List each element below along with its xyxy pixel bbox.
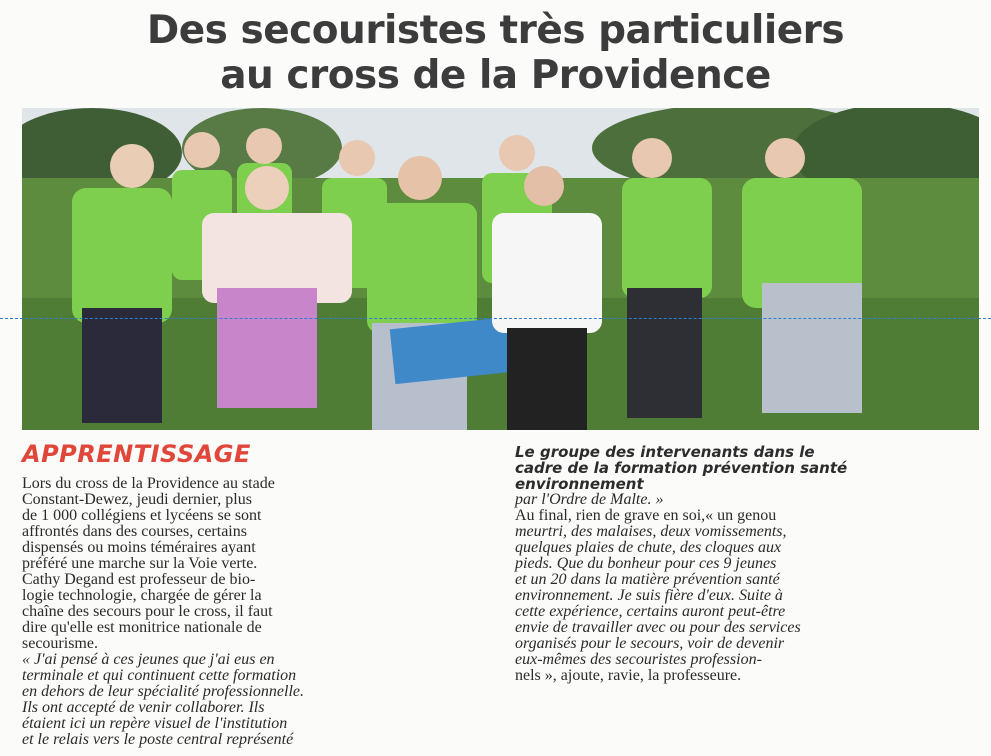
photo-caption-line: cadre de la formation prévention santé bbox=[515, 459, 848, 477]
right-line: eux-mêmes des secouristes profession- bbox=[515, 651, 762, 668]
left-line: logie technologie, chargée de gérer la bbox=[22, 587, 262, 604]
right-line: par l'Ordre de Malte. » bbox=[515, 491, 664, 508]
left-line: étaient ici un repère visuel de l'institution bbox=[22, 715, 288, 732]
left-line: « J'ai pensé à ces jeunes que j'ai eus en bbox=[22, 651, 275, 668]
right-line: cette expérience, certains auront peut-être bbox=[515, 603, 786, 620]
right-line: envie de travailler avec ou pour des services bbox=[515, 619, 801, 636]
left-line: terminale et qui continuent cette formation bbox=[22, 667, 297, 684]
left-line: de 1 000 collégiens et lycéens se sont bbox=[22, 507, 262, 524]
left-line: dire qu'elle est monitrice nationale de bbox=[22, 619, 262, 636]
left-line: chaîne des secours pour le cross, il faut bbox=[22, 603, 273, 620]
photo-caption-line: environnement bbox=[515, 475, 644, 493]
photo-caption-line: Le groupe des intervenants dans le bbox=[515, 443, 815, 461]
right-line: et un 20 dans la matière prévention santé bbox=[515, 571, 780, 588]
left-line: secourisme. bbox=[22, 635, 98, 652]
left-line: Lors du cross de la Providence au stade bbox=[22, 475, 275, 492]
left-line: préféré une marche sur la Voie verte. bbox=[22, 555, 258, 572]
right-line: pieds. Que du bonheur pour ces 9 jeunes bbox=[515, 555, 777, 572]
article-right-column bbox=[515, 444, 975, 684]
left-line: Ils ont accepté de venir collaborer. Ils bbox=[22, 699, 265, 716]
left-line: Constant-Dewez, jeudi dernier, plus bbox=[22, 491, 252, 508]
headline-line-2: au cross de la Providence bbox=[220, 53, 771, 98]
left-line: en dehors de leur spécialité professionnelle. bbox=[22, 683, 305, 700]
left-line: et le relais vers le poste central représenté bbox=[22, 731, 294, 748]
left-line: Cathy Degand est professeur de bio- bbox=[22, 571, 256, 588]
headline-line-1: Des secouristes très particuliers bbox=[146, 8, 845, 53]
left-line: dispensés ou moins téméraires ayant bbox=[22, 539, 256, 556]
article-left-column bbox=[22, 476, 477, 748]
group-photo bbox=[22, 108, 979, 430]
right-line: organisés pour le secours, voir de devenir bbox=[515, 635, 785, 652]
fold-line bbox=[0, 318, 991, 319]
section-label: APPRENTISSAGE bbox=[22, 440, 251, 468]
group-photo-illustration bbox=[22, 108, 979, 430]
right-line: environnement. Je suis fière d'eux. Suite à bbox=[515, 587, 783, 604]
right-line: meurtri, des malaises, deux vomissements, bbox=[515, 523, 787, 540]
left-line: affrontés dans des courses, certains bbox=[22, 523, 247, 540]
right-line: nels », ajoute, ravie, la professeure. bbox=[515, 667, 742, 684]
headline bbox=[0, 8, 991, 98]
right-line: Au final, rien de grave en soi,« un genou bbox=[515, 507, 777, 524]
right-line: quelques plaies de chute, des cloques aux bbox=[515, 539, 782, 556]
